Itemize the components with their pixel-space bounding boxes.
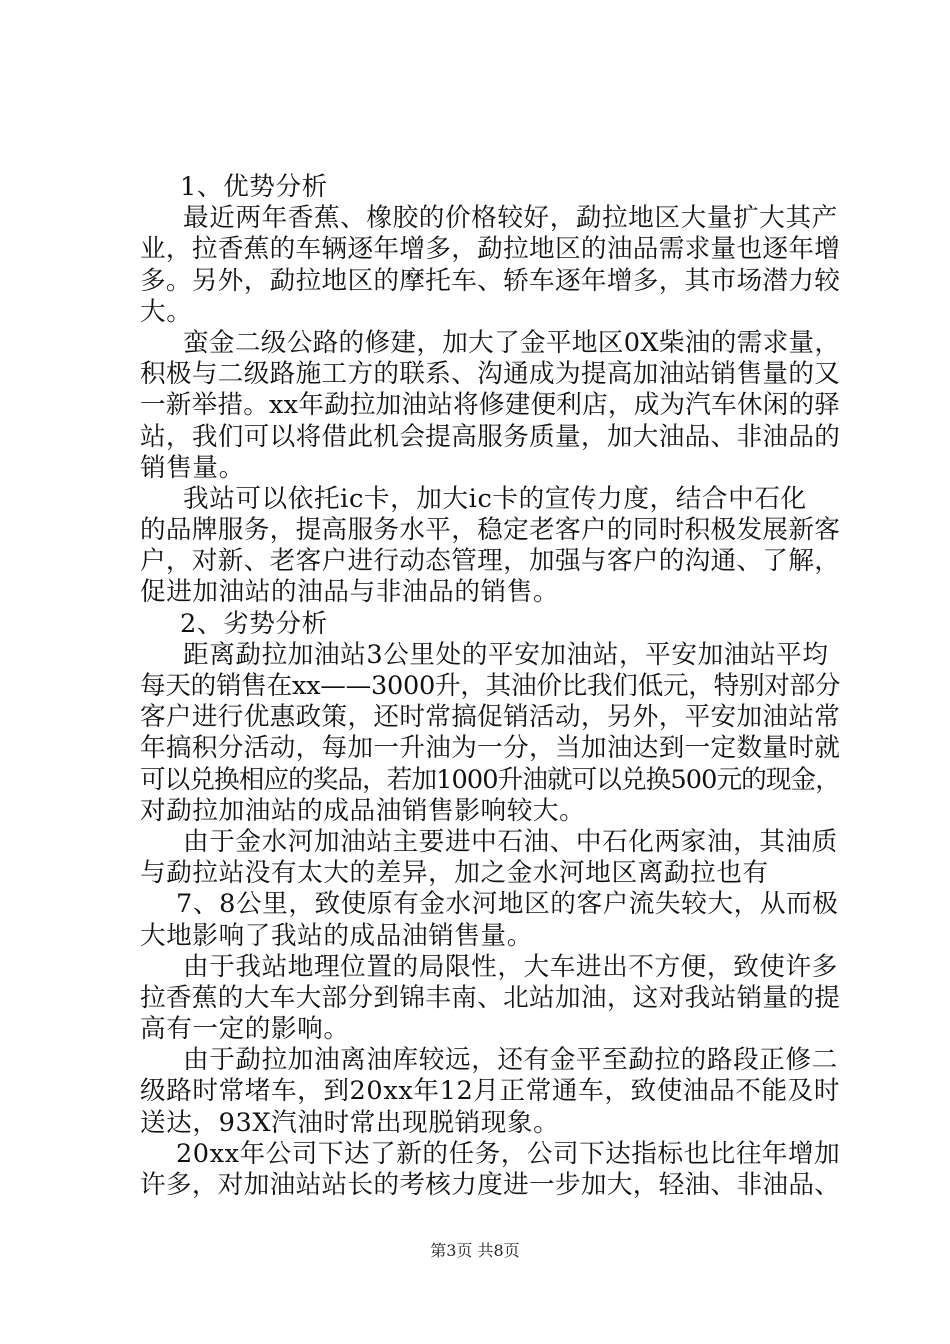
text-line: 7、8公里，致使原有金水河地区的客户流失较大，从而极 (176, 889, 839, 920)
text-line: 大地影响了我站的成品油销售量。 (140, 920, 533, 951)
text-line: 业，拉香蕉的车辆逐年增多，勐拉地区的油品需求量也逐年增 (140, 234, 841, 265)
text-line: 对勐拉加油站的成品油销售影响较大。 (140, 795, 586, 826)
text-line: 由于金水河加油站主要进中石油、中石化两家油，其油质 (183, 826, 838, 857)
text-line: 大。 (140, 296, 193, 327)
text-line: 户，对新、老客户进行动态管理，加强与客户的沟通、了解， (140, 546, 841, 577)
text-line: 送达，93X汽油时常出现脱销现象。 (140, 1107, 560, 1138)
text-line: 多。另外，勐拉地区的摩托车、轿车逐年增多，其市场潜力较 (140, 265, 841, 296)
text-line: 拉香蕉的大车大部分到锦丰南、北站加油，这对我站销量的提 (140, 982, 841, 1013)
text-line: 客户进行优惠政策，还时常搞促销活动，另外，平安加油站常 (140, 702, 841, 733)
text-line: 1、优势分析 (180, 172, 328, 202)
text-line: 与勐拉站没有太大的差异，加之金水河地区离勐拉也有 (140, 858, 769, 889)
text-line: 销售量。 (140, 452, 245, 483)
text-line: 高有一定的影响。 (140, 1014, 350, 1045)
text-line: 距离勐拉加油站3公里处的平安加油站，平安加油站平均 (183, 639, 829, 670)
text-line: 2、劣势分析 (180, 608, 328, 639)
text-line: 许多，对加油站站长的考核力度进一步加大，轻油、非油品、 (140, 1170, 841, 1200)
text-line: 我站可以依托ic卡，加大ic卡的宣传力度，结合中石化 (183, 483, 807, 514)
text-line: 每天的销售在xx——3000升，其油价比我们低元，特别对部分 (140, 671, 841, 701)
text-line: 20xx年公司下达了新的任务，公司下达指标也比往年增加 (176, 1138, 841, 1169)
text-line: 由于勐拉加油离油库较远，还有金平至勐拉的路段正修二 (183, 1045, 838, 1076)
text-line: 可以兑换相应的奖品，若加1000升油就可以兑换500元的现金， (140, 764, 840, 795)
text-line: 级路时常堵车，到20xx年12月正常通车，致使油品不能及时 (140, 1076, 841, 1107)
text-line: 站，我们可以将借此机会提高服务质量，加大油品、非油品的 (140, 421, 841, 452)
text-line: 由于我站地理位置的局限性，大车进出不方便，致使许多 (183, 951, 838, 982)
text-line: 蛮金二级公路的修建，加大了金平地区0X柴油的需求量， (183, 327, 841, 358)
text-line: 年搞积分活动，每加一升油为一分，当加油达到一定数量时就 (140, 733, 841, 764)
page-footer: 第3页 共8页 (430, 1241, 520, 1260)
text-line: 的品牌服务，提高服务水平，稳定老客户的同时积极发展新客 (140, 515, 841, 546)
text-line: 积极与二级路施工方的联系、沟通成为提高加油站销售量的又 (140, 359, 841, 390)
document-body (140, 172, 840, 1201)
text-line: 最近两年香蕉、橡胶的价格较好，勐拉地区大量扩大其产 (183, 203, 838, 234)
text-line: 促进加油站的油品与非油品的销售。 (140, 577, 560, 608)
text-line: 一新举措。xx年勐拉加油站将修建便利店，成为汽车休闲的驿 (140, 390, 841, 421)
